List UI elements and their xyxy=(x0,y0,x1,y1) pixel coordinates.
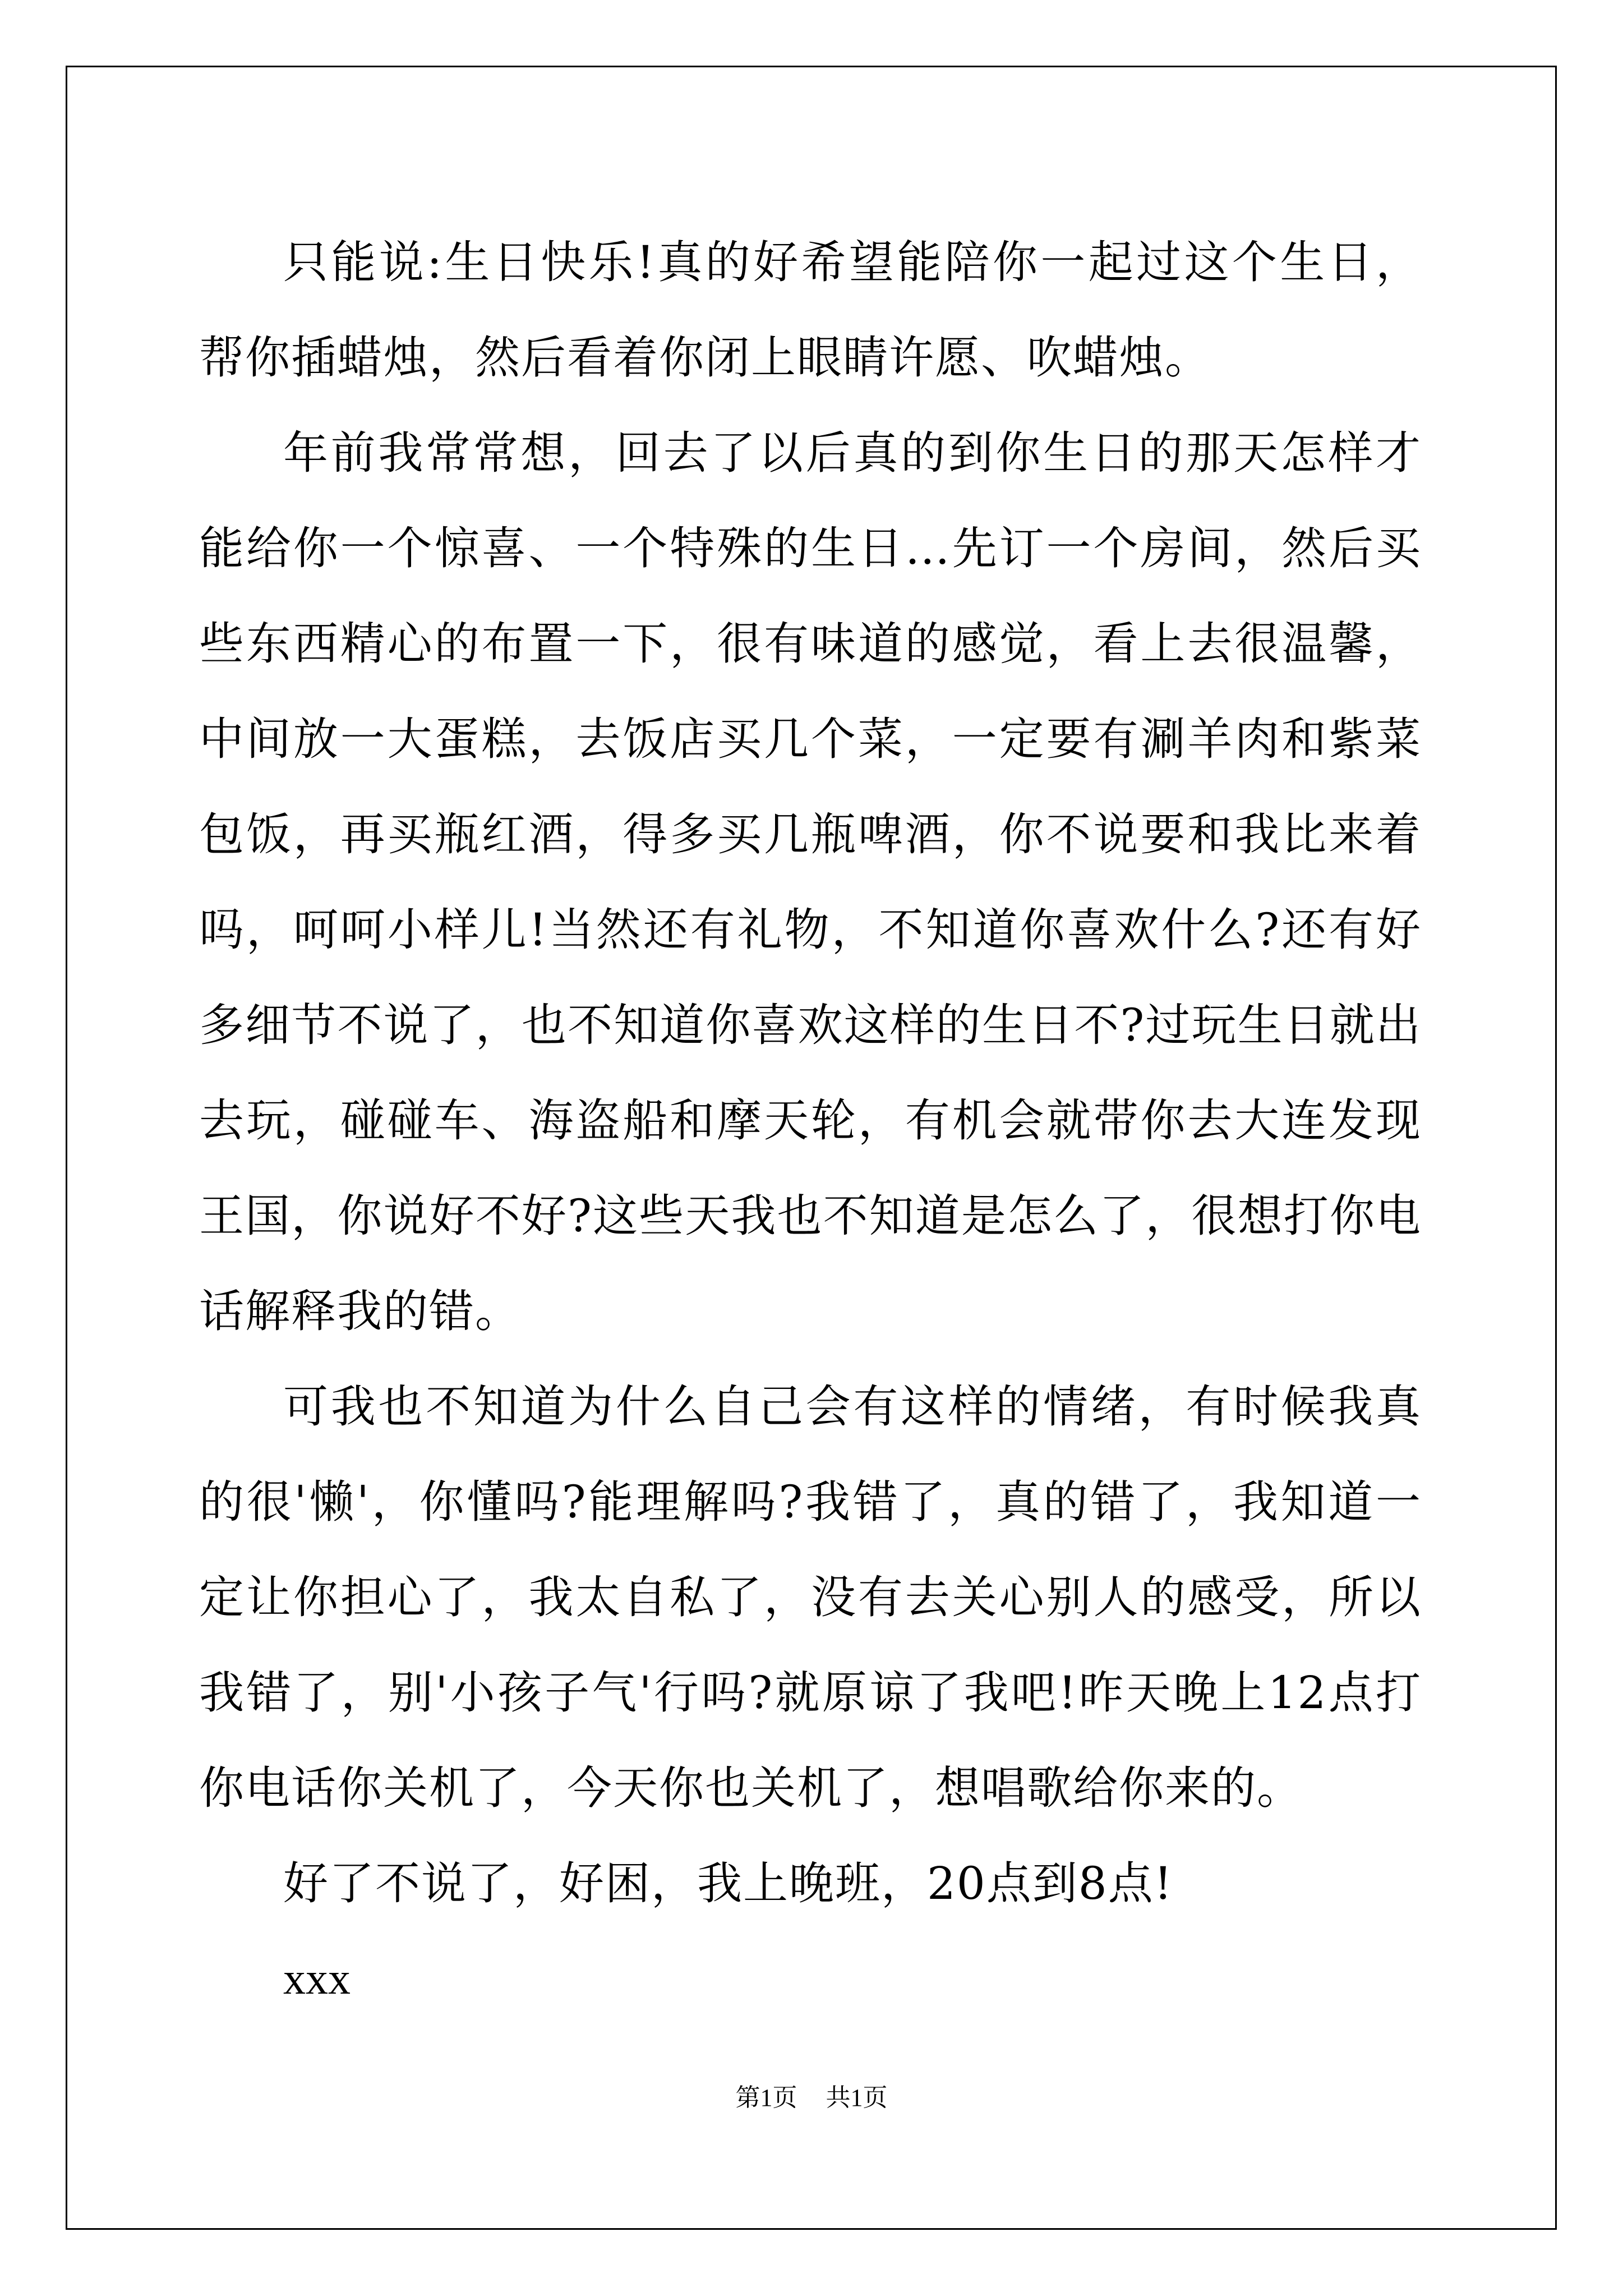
document-body xyxy=(199,215,1422,2027)
paragraph-4: 好了不说了，好困，我上晚班，20点到8点! xyxy=(283,1857,1173,1910)
page-number: 第1页 xyxy=(735,2084,797,2111)
paragraph-2: 年前我常常想，回去了以后真的到你生日的那天怎样才能给你一个惊喜、一个特殊的生日…先订一个房间，然后买些东西精心的布置一下，很有味道的感觉，看上去很温馨，中间放一大蛋糕，去饭店买几个菜，一定要有涮羊肉和紫菜包饭，再买瓶红酒，得多买几瓶啤酒，你不说要和我比来着吗，呵呵小样儿!当然还有礼物，不知道你喜欢什么?还有好多细节不说了，也不知道你喜欢这样的生日不?过玩生日就出去玩，碰碰车、海盗船和摩天轮，有机会就带你去大连发现王国，你说好不好?这些天我也不知道是怎么了，很想打你电话解释我的错。 xyxy=(199,427,1422,1337)
paragraph-1: 只能说:生日快乐!真的好希望能陪你一起过这个生日，帮你插蜡烛，然后看着你闭上眼睛许愿、吹蜡烛。 xyxy=(199,236,1422,384)
page-footer xyxy=(0,2081,1623,2115)
signature: xxx xyxy=(283,1954,351,2004)
paragraph-3: 可我也不知道为什么自己会有这样的情绪，有时候我真的很'懒'，你懂吗?能理解吗?我错了，真的错了，我知道一定让你担心了，我太自私了，没有去关心别人的感受，所以我错了，别'小孩子气'行吗?就原谅了我吧!昨天晚上12点打你电话你关机了，今天你也关机了，想唱歌给你来的。 xyxy=(199,1381,1422,1814)
page-total: 共1页 xyxy=(826,2084,888,2111)
